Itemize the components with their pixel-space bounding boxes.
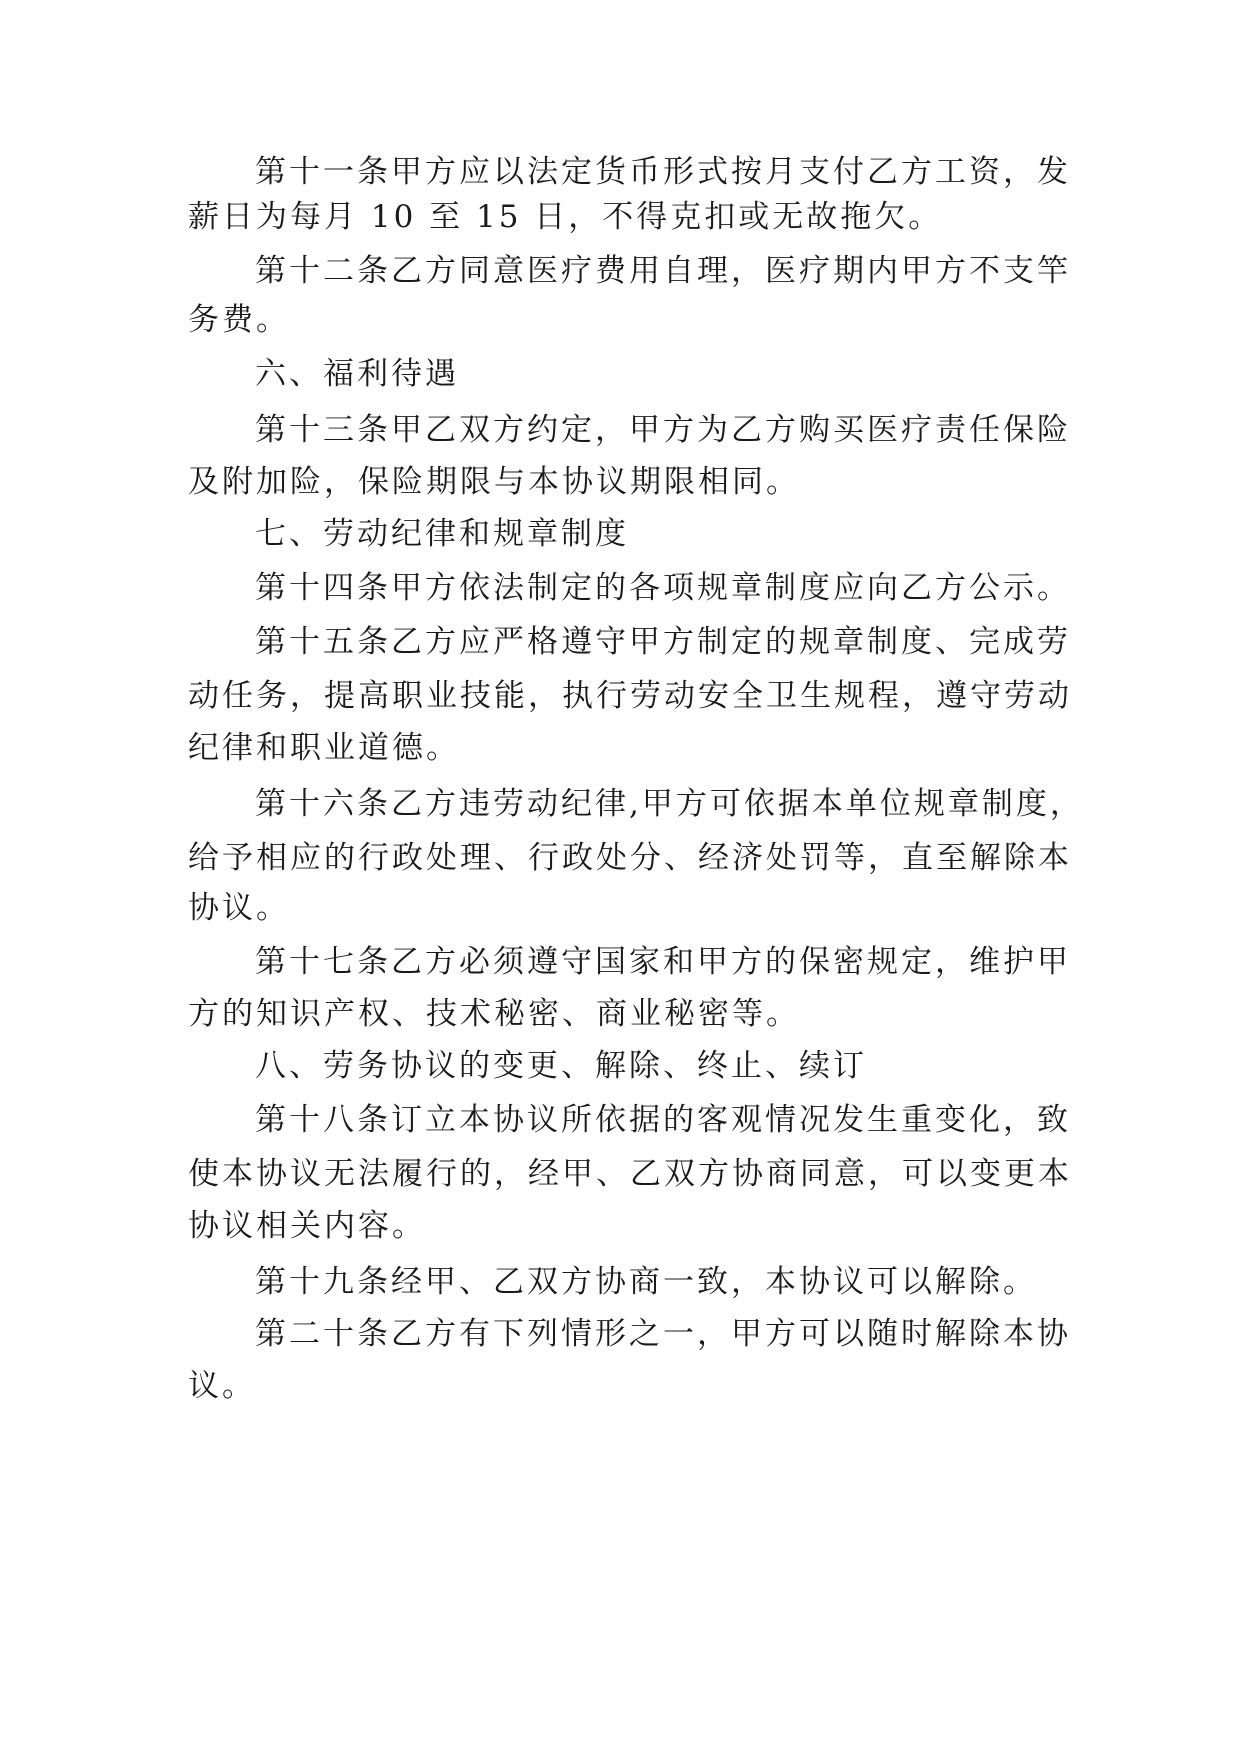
text-line: 第十二条乙方同意医疗费用自理，医疗期内甲方不支竿 (255, 253, 1071, 289)
text-line: 薪日为每月 10 至 15 日，不得克扣或无故拖欠。 (188, 199, 943, 235)
text-line: 给予相应的行政处理、行政处分、经济处罚等，直至解除本 (188, 840, 1072, 876)
text-line: 协议。 (188, 890, 290, 926)
section-heading: 六、福利待遇 (255, 356, 459, 392)
text-line: 动任务，提高职业技能，执行劳动安全卫生规程，遵守劳动 (188, 678, 1072, 714)
text-line: 第十四条甲方依法制定的各项规章制度应向乙方公示。 (255, 570, 1071, 606)
text-line: 第十一条甲方应以法定货币形式按月支付乙方工资，发 (255, 154, 1071, 190)
text-line: 第二十条乙方有下列情形之一，甲方可以随时解除本协 (255, 1316, 1071, 1352)
text-line: 第十九条经甲、乙双方协商一致，本协议可以解除。 (255, 1264, 1037, 1300)
text-line: 第十六条乙方违劳动纪律,甲方可依据本单位规章制度， (255, 786, 1084, 822)
text-line: 方的知识产权、技术秘密、商业秘密等。 (188, 996, 800, 1032)
section-heading: 七、劳动纪律和规章制度 (255, 516, 629, 552)
text-line: 第十八条订立本协议所依据的客观情况发生重变化，致 (255, 1102, 1071, 1138)
text-line: 使本协议无法履行的，经甲、乙双方协商同意，可以变更本 (188, 1156, 1072, 1192)
text-line: 第十七条乙方必须遵守国家和甲方的保密规定，维护甲 (255, 944, 1071, 980)
text-line: 纪律和职业道德。 (188, 730, 460, 766)
text-line: 务费。 (188, 302, 290, 338)
text-line: 第十三条甲乙双方约定，甲方为乙方购买医疗责任保险 (255, 412, 1071, 448)
section-heading: 八、劳务协议的变更、解除、终止、续订 (255, 1048, 867, 1084)
text-line: 议。 (188, 1368, 256, 1404)
text-line: 协议相关内容。 (188, 1208, 426, 1244)
text-line: 第十五条乙方应严格遵守甲方制定的规章制度、完成劳 (255, 624, 1071, 660)
text-line: 及附加险，保险期限与本协议期限相同。 (188, 464, 800, 500)
